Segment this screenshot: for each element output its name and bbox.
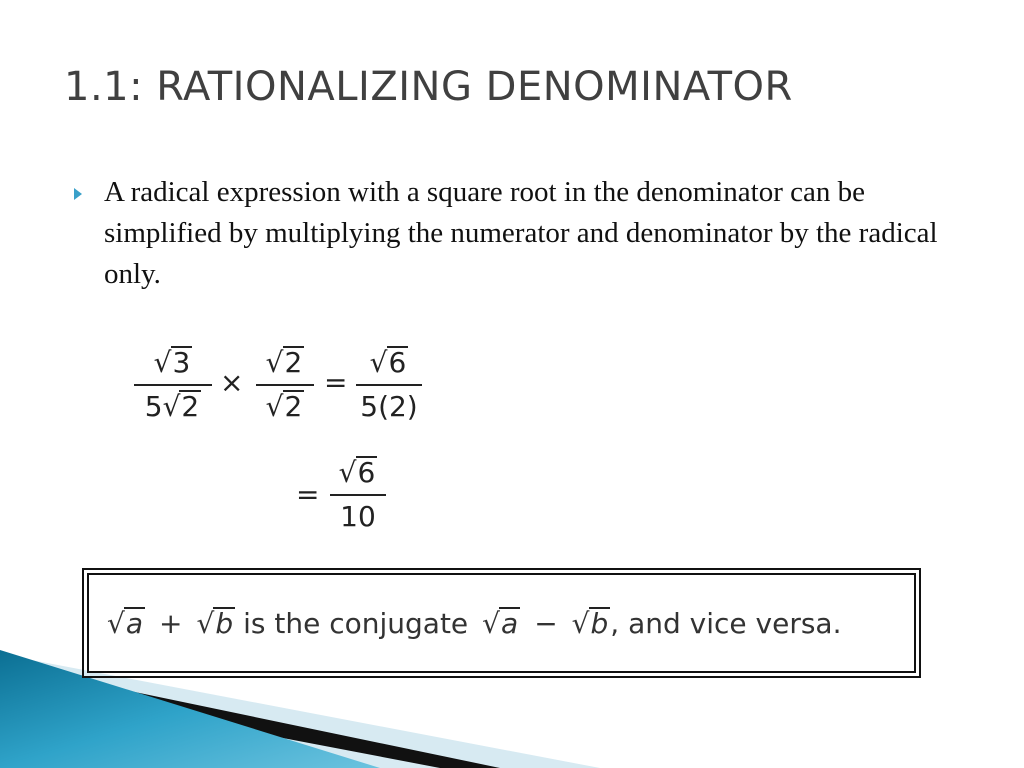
fraction-sqrt6-over-5x2	[356, 344, 422, 426]
radicand: 6	[357, 456, 376, 489]
equals-operator: =	[324, 366, 348, 399]
coefficient: 5	[144, 390, 163, 423]
radicand: 2	[284, 390, 303, 423]
radicand: 2	[181, 390, 200, 423]
rule-middle-text: is the conjugate	[243, 606, 469, 640]
fraction-bar	[330, 494, 386, 496]
minus-operator: −	[534, 606, 558, 640]
sqrt-icon: √	[369, 346, 388, 379]
radicand-b: b	[215, 607, 234, 640]
fraction-numerator	[256, 344, 314, 382]
fraction-bar	[256, 384, 314, 386]
sqrt-icon: √	[571, 606, 590, 640]
fraction-numerator	[330, 454, 386, 492]
fraction-bar	[134, 384, 212, 386]
radicand-a: a	[501, 607, 519, 640]
bullet-text: A radical expression with a square root in the denominator can be simplified by multiplying the numerator and denominator by the radical only.	[104, 176, 938, 290]
radicand: 6	[388, 346, 407, 379]
fraction-numerator	[134, 344, 212, 382]
sqrt-icon: √	[265, 346, 284, 379]
radicand: 2	[284, 346, 303, 379]
plus-operator: +	[159, 606, 183, 640]
fraction-sqrt6-over-10	[330, 454, 386, 536]
sqrt-icon: √	[338, 456, 357, 489]
sqrt-icon: √	[482, 606, 501, 640]
rule-end-text: , and vice versa.	[610, 606, 842, 640]
fraction-denominator	[256, 388, 314, 426]
slide-title: 1.1: RATIONALIZING DENOMINATOR	[64, 64, 793, 110]
triangle-bullet-icon	[74, 188, 82, 200]
sqrt-icon: √	[153, 346, 172, 379]
times-operator: ×	[220, 366, 244, 399]
sqrt-icon: √	[265, 390, 284, 423]
sqrt-icon: √	[196, 606, 215, 640]
fraction-sqrt2-over-sqrt2	[256, 344, 314, 426]
fraction-denominator	[134, 388, 212, 426]
conjugate-rule-text	[87, 573, 916, 673]
fraction-sqrt3-over-5sqrt2	[134, 344, 212, 426]
conjugate-rule-box	[82, 568, 921, 678]
radicand-a: a	[125, 607, 144, 640]
fraction-denominator: 10	[340, 500, 376, 533]
sqrt-icon: √	[107, 606, 125, 640]
sqrt-icon: √	[162, 390, 181, 423]
fraction-denominator: 5(2)	[360, 390, 418, 423]
radicand-b: b	[590, 607, 609, 640]
fraction-numerator	[356, 344, 422, 382]
radicand: 3	[172, 346, 191, 379]
equals-operator: =	[296, 478, 320, 511]
fraction-bar	[356, 384, 422, 386]
